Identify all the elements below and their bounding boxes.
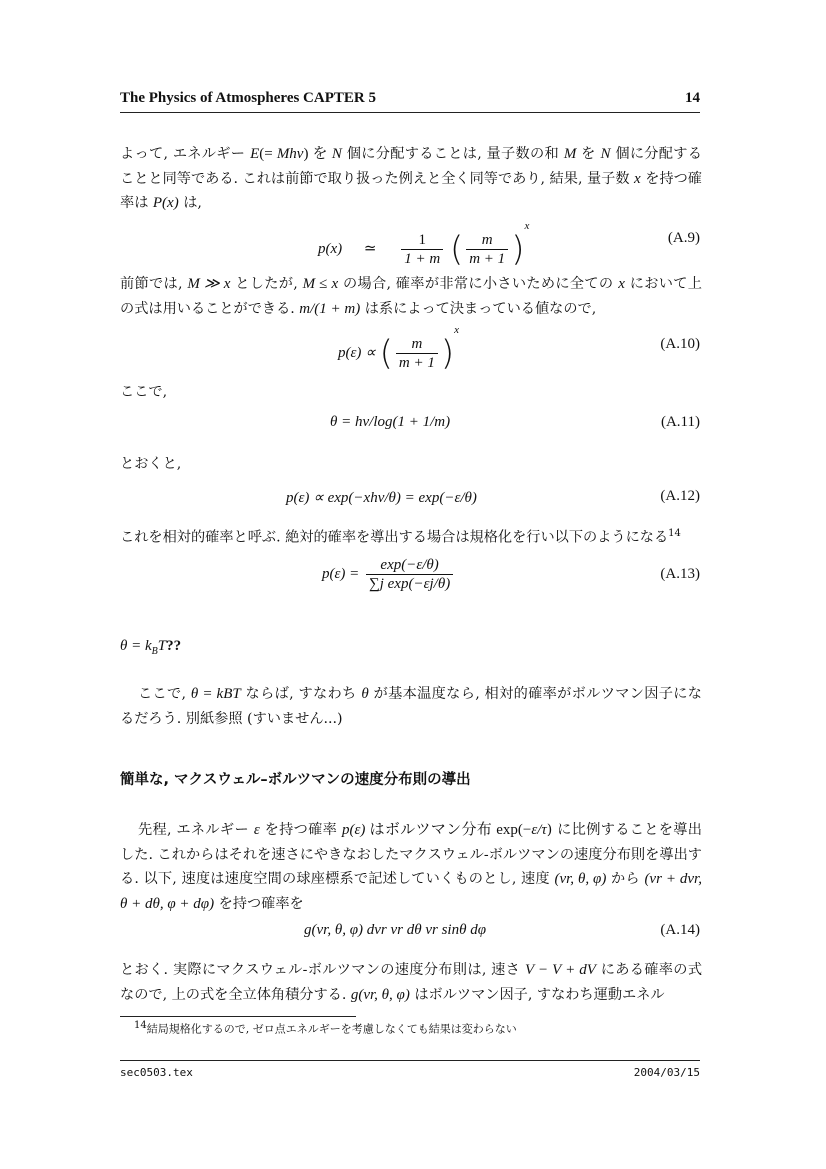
equation-number: (A.13) — [660, 566, 700, 582]
paragraph-3: ここで, — [120, 384, 168, 400]
page-number: 14 — [685, 90, 700, 106]
equation-number: (A.11) — [660, 414, 700, 430]
equation-a10: p(ε) ∝ ( $\frac{m}{m + 1}$ )$^x$ (A.10) — [338, 324, 700, 374]
header-title: The Physics of Atmospheres CAPTER 5 — [120, 90, 376, 106]
footer — [120, 1066, 700, 1079]
footnote-mark: 14 — [668, 528, 681, 539]
equation-a13: p(ε) = $\frac{\exp(-\varepsilon/\theta)}{\text{∑j exp(−εj/θ)}}$ (A.13) — [322, 557, 700, 592]
footer-filename: sec0503.tex — [120, 1066, 193, 1079]
equation-a9: p(x) ≃ $\frac{1}{1 + m}$ ( $\frac{m}{m + 1}$ )$^x$ (A.9) — [318, 220, 700, 270]
equation-number: (A.9) — [667, 230, 700, 246]
paragraph-9: とおく. 実際にマクスウェル-ボルツマンの速度分布則は, 速さ V − V + dV にある確率の式なので, 上の式を全立体角積分する. g(vr, θ, φ) はボルツマン因子, すなわち運動エネル — [120, 962, 703, 1003]
equation-number: (A.14) — [660, 922, 700, 938]
paragraph-5: これを相対的確率と呼ぶ. 絶対的確率を導出する場合は規格化を行い以下のようになる$^{14}$ — [120, 528, 681, 546]
header-rule — [120, 112, 700, 113]
equation-number: (A.12) — [660, 488, 700, 504]
paragraph-4: とおくと, — [120, 456, 182, 472]
paragraph-8: 先程, エネルギー ε を持つ確率 p(ε) はボルツマン分布 exp(−ε/τ) に比例することを導出した. これからはそれを速さにやきなおしたマクスウェル-ボルツマンの速度分布則を導出する. 以下, 速度は速度空間の球座標系で記述していくものとし, 速度 (vr, θ, φ) から (vr + dvr, θ + dθ, φ + dφ) を持つ確率を — [120, 822, 702, 912]
paragraph-6: $\theta = k_BT$?? — [120, 638, 182, 657]
footnote: 14結局規格化するので, ゼロ点エネルギーを考慮しなくても結果は変わらない — [134, 1020, 517, 1036]
footer-date: 2004/03/15 — [633, 1066, 700, 1079]
section-heading: 簡単な, マクスウェル–ボルツマンの速度分布則の導出 — [120, 772, 471, 788]
paragraph-7: ここで, θ = kBT ならば, すなわち θ が基本温度なら, 相対的確率がボルツマン因子になるだろう. 別紙参照 (すいません...) — [120, 686, 702, 727]
footnote-rule — [120, 1016, 356, 1017]
paragraph-1: よって, エネルギー E(= Mhν) を N 個に分配することは, 量子数の和 M を N 個に分配することと同等である. これは前節で取り扱った例えと全く同等であり, 結果, 量子数 x を持つ確率は P(x) は, — [120, 146, 702, 211]
paragraph-2: 前節では, M ≫ x としたが, M ≤ x の場合, 確率が非常に小さいために全ての x において上の式は用いることができる. m/(1 + m) は系によって決まっている値なので, — [120, 276, 702, 317]
running-header — [120, 90, 700, 107]
footer-rule — [120, 1060, 700, 1061]
equation-number: (A.10) — [660, 336, 700, 352]
